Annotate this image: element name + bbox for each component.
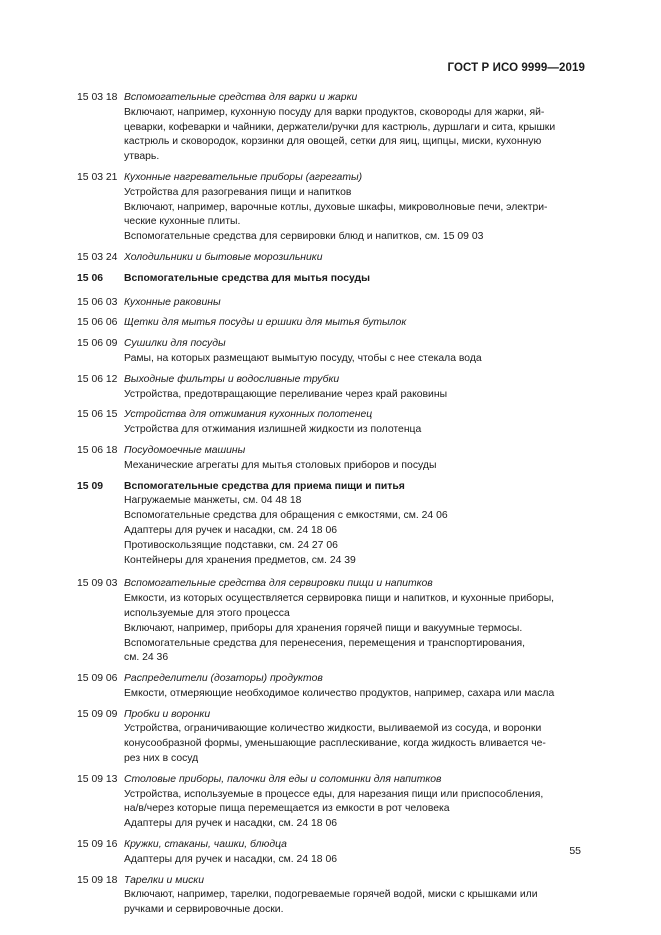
entry-title: Тарелки и миски xyxy=(124,874,204,886)
list-item xyxy=(77,316,584,331)
section-heading xyxy=(77,480,584,569)
entry-title: Кружки, стаканы, чашки, блюдца xyxy=(124,839,287,851)
list-item xyxy=(77,708,584,767)
entry-body xyxy=(124,171,584,245)
entry-title: Вспомогательные средства для сервировки пищи и напитков xyxy=(124,578,433,590)
list-item xyxy=(77,171,584,245)
list-item xyxy=(77,773,584,832)
entry-body xyxy=(124,272,584,287)
entry-body xyxy=(124,408,584,438)
entry-text-line: Емкости, отмеряющие необходимое количество продуктов, например, сахара или масла xyxy=(124,687,555,699)
entry-body xyxy=(124,577,584,666)
list-item xyxy=(77,874,584,918)
list-item xyxy=(77,373,584,403)
entry-title: Сушилки для посуды xyxy=(124,338,226,350)
entry-code: 15 06 xyxy=(77,272,104,284)
entry-body xyxy=(124,251,584,266)
entry-body xyxy=(124,773,584,832)
entry-text-line: Устройства, используемые в процессе еды, для нарезания пищи или приспособления, xyxy=(124,788,544,800)
entry-text-line: Рамы, на которых размещают вымытую посуду, чтобы с нее стекала вода xyxy=(124,352,482,364)
entry-code: 15 09 03 xyxy=(77,578,118,590)
entry-body xyxy=(124,296,584,311)
entry-code: 15 09 09 xyxy=(77,708,118,720)
entry-text-line: Адаптеры для ручек и насадки, см. 24 18 06 xyxy=(124,853,338,865)
entry-text-line: используемые для этого процесса xyxy=(124,607,290,619)
entry-code: 15 09 16 xyxy=(77,839,118,851)
entry-title: Кухонные раковины xyxy=(124,296,221,308)
entry-code: 15 06 09 xyxy=(77,338,118,350)
entry-code: 15 06 06 xyxy=(77,317,118,329)
entry-text-line: Контейнеры для хранения предметов, см. 24 39 xyxy=(124,554,356,566)
entry-body xyxy=(124,708,584,767)
entry-code: 15 03 18 xyxy=(77,92,118,103)
entry-text-line: ческие кухонные плиты. xyxy=(124,216,241,228)
entry-text-line: см. 24 36 xyxy=(124,652,169,664)
entry-title: Столовые приборы, палочки для еды и соломинки для напитков xyxy=(124,773,442,785)
entry-title: Распределители (дозаторы) продуктов xyxy=(124,673,323,685)
entry-text-line: Механические агрегаты для мытья столовых приборов и посуды xyxy=(124,459,437,471)
entry-text-line: Емкости, из которых осуществляется сервировка пищи и напитков, и кухонные приборы, xyxy=(124,593,555,605)
entry-body xyxy=(124,874,584,918)
entry-text-line: Устройства для разогревания пищи и напитков xyxy=(124,186,352,198)
entry-title: Холодильники и бытовые морозильники xyxy=(124,251,323,263)
entry-text-line: Включают, например, варочные котлы, духовые шкафы, микроволновые печи, электри- xyxy=(124,201,548,213)
list-item xyxy=(77,577,584,666)
entry-title: Вспомогательные средства для варки и жарки xyxy=(124,92,358,103)
list-item xyxy=(77,337,584,367)
list-item xyxy=(77,251,584,266)
list-item xyxy=(77,672,584,702)
entry-text-line: Адаптеры для ручек и насадки, см. 24 18 06 xyxy=(124,818,338,830)
list-item xyxy=(77,444,584,474)
classification-list xyxy=(77,91,584,924)
entry-body xyxy=(124,373,584,403)
section-heading xyxy=(77,272,584,287)
page-number: 55 xyxy=(569,845,581,857)
entry-code: 15 09 13 xyxy=(77,773,118,785)
document-header: ГОСТ Р ИСО 9999—2019 xyxy=(447,62,585,74)
entry-text-line: ручками и сервировочные доски. xyxy=(124,904,284,916)
entry-text-line: утварь. xyxy=(124,151,160,163)
entry-body xyxy=(124,444,584,474)
entry-text-line: Противоскользящие подставки, см. 24 27 06 xyxy=(124,539,338,551)
list-item xyxy=(77,408,584,438)
list-item xyxy=(77,296,584,311)
entry-title: Выходные фильтры и водосливные трубки xyxy=(124,373,340,385)
entry-text-line: Адаптеры для ручек и насадки, см. 24 18 06 xyxy=(124,524,338,536)
entry-code: 15 06 18 xyxy=(77,444,118,456)
entry-text-line: Включают, например, тарелки, подогреваемые горячей водой, миски с крышками или xyxy=(124,889,538,901)
entry-title: Пробки и воронки xyxy=(124,708,211,720)
entry-code: 15 03 21 xyxy=(77,171,118,183)
entry-title: Вспомогательные средства для приема пищи и питья xyxy=(124,480,405,492)
entry-body xyxy=(124,316,584,331)
entry-code: 15 09 18 xyxy=(77,874,118,886)
entry-title: Щетки для мытья посуды и ершики для мытья бутылок xyxy=(124,317,407,329)
entry-title: Устройства для отжимания кухонных полотенец xyxy=(124,409,373,421)
entry-title: Посудомоечные машины xyxy=(124,444,246,456)
entry-text-line: цеварки, кофеварки и чайники, держатели/ручки для кастрюль, дуршлаги и сита, крышки xyxy=(124,121,556,133)
entry-body xyxy=(124,672,584,702)
entry-body xyxy=(124,91,584,165)
list-item xyxy=(77,838,584,868)
entry-text-line: Включают, например, приборы для хранения горячей пищи и вакуумные термосы. xyxy=(124,622,523,634)
entry-code: 15 06 12 xyxy=(77,373,118,385)
entry-text-line: на/в/через которые пища перемещается из емкости в рот человека xyxy=(124,803,450,815)
entry-title: Вспомогательные средства для мытья посуды xyxy=(124,272,370,284)
entry-text-line: Вспомогательные средства для сервировки блюд и напитков, см. 15 09 03 xyxy=(124,231,484,243)
entry-body xyxy=(124,838,584,868)
entry-text-line: Нагружаемые манжеты, см. 04 48 18 xyxy=(124,495,302,507)
list-item xyxy=(77,91,584,165)
entry-text-line: Устройства для отжимания излишней жидкости из полотенца xyxy=(124,424,422,436)
entry-code: 15 09 xyxy=(77,480,104,492)
entry-code: 15 03 24 xyxy=(77,251,118,263)
entry-text-line: Вспомогательные средства для перенесения, перемещения и транспортирования, xyxy=(124,637,526,649)
entry-code: 15 06 15 xyxy=(77,409,118,421)
entry-text-line: кастрюль и сковородок, корзинки для овощей, сетки для яиц, щипцы, миски, кухонную xyxy=(124,136,542,148)
entry-code: 15 06 03 xyxy=(77,296,118,308)
entry-title: Кухонные нагревательные приборы (агрегаты) xyxy=(124,171,363,183)
entry-text-line: Включают, например, кухонную посуду для варки продуктов, сковороды для жарки, яй- xyxy=(124,106,545,118)
entry-text-line: Устройства, предотвращающие переливание через край раковины xyxy=(124,388,448,400)
entry-body xyxy=(124,337,584,367)
entry-text-line: рез них в сосуд xyxy=(124,753,199,765)
entry-body xyxy=(124,480,584,569)
entry-text-line: Устройства, ограничивающие количество жидкости, выливаемой из сосуда, и воронки xyxy=(124,723,542,735)
entry-text-line: конусообразной формы, уменьшающие расплескивание, когда жидкость вливается че- xyxy=(124,738,546,750)
entry-code: 15 09 06 xyxy=(77,673,118,685)
entry-text-line: Вспомогательные средства для обращения с емкостями, см. 24 06 xyxy=(124,510,448,522)
